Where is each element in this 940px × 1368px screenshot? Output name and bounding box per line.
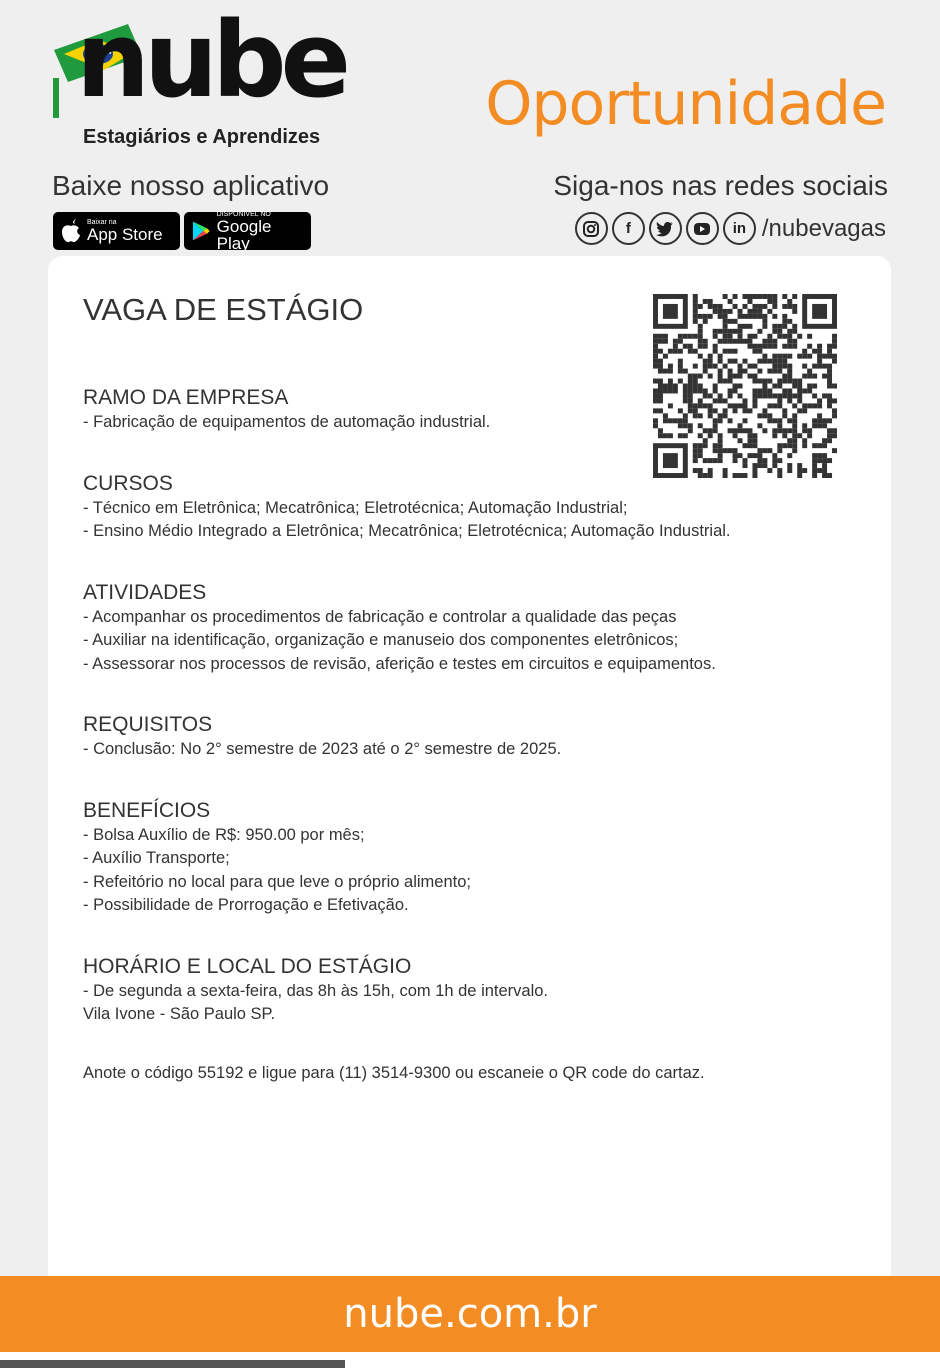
- section-horario: [83, 953, 843, 1027]
- section-line: - Possibilidade de Prorrogação e Efetivação.: [83, 896, 409, 914]
- job-card: [48, 256, 891, 1296]
- google-play-small: DISPONÍVEL NO: [216, 210, 271, 218]
- nube-logo: [50, 0, 350, 152]
- section-line: - Assessorar nos processos de revisão, aferição e testes em circuitos e equipamentos.: [83, 654, 716, 673]
- card-title: VAGA DE ESTÁGIO: [83, 292, 364, 327]
- section-line: - Fabricação de equipamentos de automação industrial.: [83, 413, 491, 431]
- section-heading: CURSOS: [83, 471, 173, 495]
- section-line: - Técnico em Eletrônica; Mecatrônica; Eletrotécnica; Automação Industrial;: [83, 498, 628, 517]
- google-play-button[interactable]: [184, 210, 311, 253]
- section-line: Vila Ivone - São Paulo SP.: [83, 1005, 276, 1023]
- instagram-icon[interactable]: [575, 212, 608, 245]
- social-links: [575, 212, 886, 245]
- app-store-small: Baixar na: [87, 219, 117, 226]
- section-heading: REQUISITOS: [83, 713, 213, 736]
- store-badges: [53, 210, 311, 253]
- google-play-label: Google Play: [216, 216, 272, 253]
- section-requisitos: [83, 711, 843, 762]
- app-store-label: App Store: [87, 225, 163, 244]
- app-caption: Baixe nosso aplicativo: [52, 170, 330, 201]
- section-line: - Ensino Médio Integrado a Eletrônica; Mecatrônica; Eletrotécnica; Automação Industrial.: [83, 522, 731, 540]
- section-line: - Auxiliar na identificação, organização e manuseio dos componentes eletrônicos;: [83, 631, 679, 649]
- facebook-icon[interactable]: f: [612, 212, 645, 245]
- section-beneficios: [83, 797, 843, 918]
- section-line: - De segunda a sexta-feira, das 8h às 15h, com 1h de intervalo.: [83, 981, 549, 1000]
- social-handle[interactable]: /nubevagas: [761, 214, 886, 242]
- social-caption: Siga-nos nas redes sociais: [553, 170, 888, 201]
- google-play-icon: [192, 220, 211, 242]
- logo-subtitle: Estagiários e Aprendizes: [83, 126, 321, 148]
- section-line: - Acompanhar os procedimentos de fabricação e controlar a qualidade das peças: [83, 607, 677, 626]
- section-ramo: [83, 384, 843, 435]
- section-heading: HORÁRIO E LOCAL DO ESTÁGIO: [83, 954, 412, 978]
- site-link[interactable]: nube.com.br: [343, 1291, 597, 1337]
- youtube-icon[interactable]: [686, 212, 719, 245]
- section-atividades: [83, 579, 843, 677]
- section-cursos: [83, 470, 843, 544]
- section-heading: BENEFÍCIOS: [83, 798, 211, 822]
- bottom-strip: [0, 1352, 940, 1368]
- section-line: - Auxílio Transporte;: [83, 849, 230, 867]
- bottom-bar: [0, 1276, 940, 1352]
- logo-wordmark: nube: [76, 0, 346, 121]
- section-heading: RAMO DA EMPRESA: [83, 386, 289, 409]
- contact-note: Anote o código 55192 e ligue para (11) 3514-9300 ou escaneie o QR code do cartaz.: [83, 1063, 705, 1082]
- section-line: - Conclusão: No 2° semestre de 2023 até o 2° semestre de 2025.: [83, 740, 562, 758]
- apple-icon: [61, 219, 81, 243]
- section-line: - Bolsa Auxílio de R$: 950.00 por mês;: [83, 825, 365, 844]
- headline: Oportunidade: [485, 69, 886, 139]
- section-heading: ATIVIDADES: [83, 580, 207, 604]
- linkedin-icon[interactable]: in: [723, 212, 756, 245]
- job-sections: [83, 384, 843, 1085]
- section-line: - Refeitório no local para que leve o próprio alimento;: [83, 872, 471, 891]
- twitter-icon[interactable]: [649, 212, 682, 245]
- app-store-button[interactable]: [53, 212, 180, 250]
- scrollbar[interactable]: [0, 1360, 345, 1368]
